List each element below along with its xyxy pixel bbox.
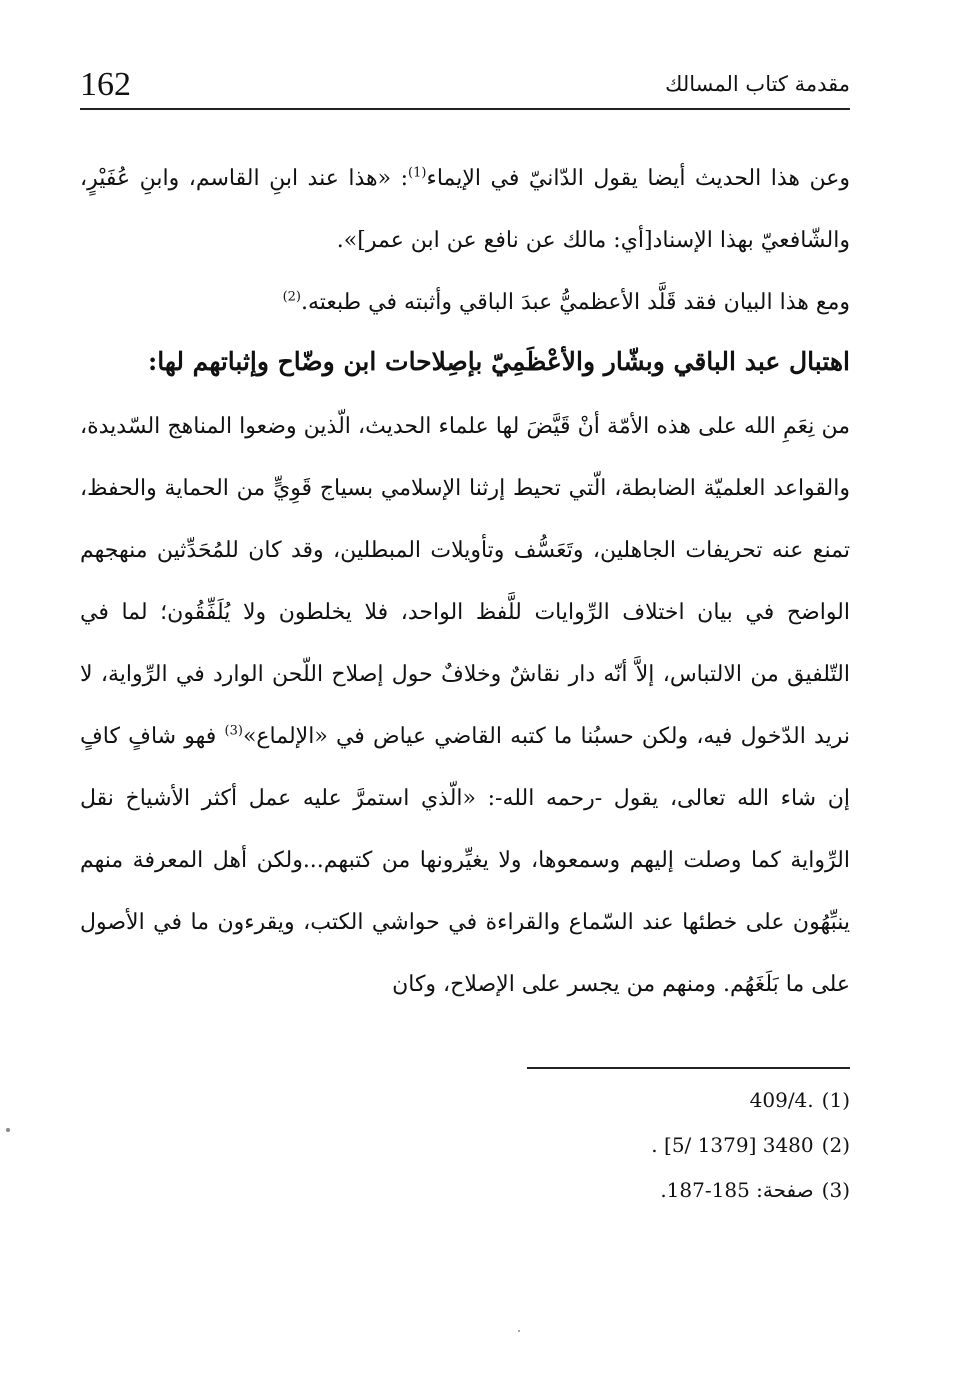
page-number: 162 [80, 66, 131, 103]
footnote-2-number: (2) [821, 1133, 850, 1157]
footnote-2 [430, 1123, 850, 1168]
paragraph-2 [80, 272, 850, 334]
paragraph-2-text: ومع هذا البيان فقد قَلَّد الأعظميُّ عبدَ الباقي وأثبته في طبعته. [301, 290, 850, 315]
footnote-ref-3[interactable]: (3) [224, 723, 243, 739]
paragraph-1-text-b: : «هذا عند ابنِ القاسم، وابنِ عُفَيْرٍ، والشّافعيّ بهذا الإسناد[أي: مالك عن نافع عن ابن عمر]». [80, 166, 850, 253]
section-heading: اهتبال عبد الباقي وبشّار والأعْظَمِيّ بإصِلاحات ابن وضّاح وإثباتهم لها: [147, 347, 850, 376]
header-rule [80, 108, 850, 110]
footnote-3-text: صفحة: 185-187. [660, 1178, 814, 1202]
paragraph-1 [80, 148, 850, 272]
footnote-ref-1[interactable]: (1) [408, 165, 427, 181]
footnote-3 [430, 1168, 850, 1213]
page-header [80, 62, 850, 108]
scan-speck [6, 1128, 10, 1132]
paragraph-3 [80, 396, 850, 1016]
footnote-1-number: (1) [821, 1088, 850, 1112]
paragraph-1-text-a: وعن هذا الحديث أيضا يقول الدّانيّ في الإيماء [426, 166, 851, 191]
paragraph-3-text-a: من نِعَمِ الله على هذه الأمّة أنْ قَيَّضَ لها علماء الحديث، الّذين وضعوا المناهج السّديدة، والقواعد العلميّة الضابطة، الّتي تحيط إرثنا الإسلامي بسياج قَوِيٍّ من الحماية والحفظ، تمنع عنه تحريفات الجاهلين، وتَعَسُّف وتأويلات المبطلين، وقد كان للمُحَدِّثين منهجهم الواضح في بيان اختلاف الرِّوايات للَّفظ الواحد، فلا يخلطون ولا يُلَفِّقُون؛ لما في التّلفيق من الالتباس، إلاَّ أنّه دار نقاشٌ وخلافٌ حول إصلاح اللّحن الوارد في الرِّواية، لا نريد الدّخول فيه، ولكن حسبُنا ما كتبه القاضي عياض في «الإلماع» [80, 414, 850, 749]
running-title: مقدمة كتاب المسالك [665, 72, 850, 96]
footnote-1 [430, 1078, 850, 1123]
main-text [80, 148, 850, 1016]
footnote-rule [527, 1067, 850, 1069]
scan-speck [518, 1330, 520, 1332]
footnote-3-number: (3) [821, 1178, 850, 1202]
footnote-ref-2[interactable]: (2) [282, 289, 301, 305]
footnote-2-text: 3480 [1379 /5] . [651, 1133, 814, 1157]
footnotes [430, 1078, 850, 1213]
paragraph-3-text-b: فهو شافٍ كافٍ إن شاء الله تعالى، يقول -رحمه الله-: «الّذي استمرَّ عليه عمل أكثر الأشياخ نقل الرِّواية كما وصلت إليهم وسمعوها، ولا يغيِّرونها من كتبهم...ولكن أهل المعرفة منهم ينبِّهُون على خطئها عند السّماع والقراءة في حواشي الكتب، ويقرءون ما في الأصول على ما بَلَغَهُم. ومنهم من يجسر على الإصلاح، وكان [80, 724, 850, 997]
footnote-1-text: .409/4 [749, 1088, 814, 1112]
